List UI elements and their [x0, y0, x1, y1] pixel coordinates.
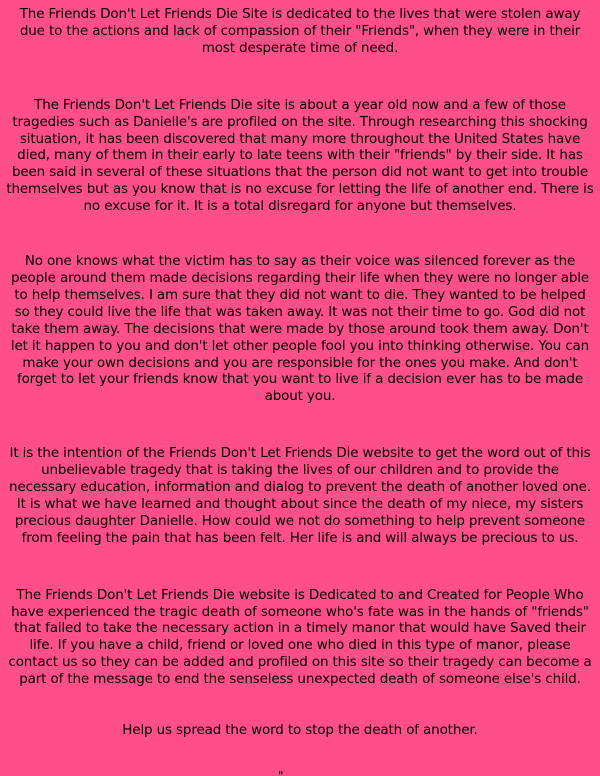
paragraph-intention: It is the intention of the Friends Don't Let Friends Die website to get the word out of this unbelievable tragedy that is taking the lives of our children and to provide the necessary education, information and dialog to prevent the death of another loved one. It is what we have learned and thought about since the death of my niece, my sisters precious daughter Danielle. How could we not do something to help prevent someone from feeling the pain that has been felt. Her life is and will always be precious to us.: [9, 445, 591, 546]
paragraph-dedication: The Friends Don't Let Friends Die Site is dedicated to the lives that were stolen away due to the actions and lack of compassion of their "Friends", when they were in their most desperate time of need.: [19, 6, 581, 56]
paragraph-site-history: The Friends Don't Let Friends Die site is about a year old now and a few of those tragedies such as Danielle's are profiled on the site. Through researching this shocking situation, it has been discovered that many more throughout the United States have died, many of them in their early to late teens with their "friends" by their side. It has been said in several of these situations that the person did not want to get into trouble themselves but as you know that is no excuse for letting the life of another end. There is no excuse for it. It is a total disregard for anyone but themselves.: [6, 96, 594, 215]
cutoff-quote-mark: ": [278, 769, 284, 776]
paragraph-victim-voice: No one knows what the victim has to say as their voice was silenced forever as the people around them made decisions regarding their life when they were no longer able to help themselves. I am sure that they did not want to die. They wanted to be helped so they could live the life that was taken away. It was not their time to go. God did not take them away. The decisions that were made by those around took them away. Don't let it happen to you and don't let other people fool you into thinking otherwise. You can make your own decisions and you are responsible for the ones you make. And don't forget to let your friends know that you want to live if a decision ever has to be made about you.: [10, 253, 590, 405]
paragraph-dedicated-to: The Friends Don't Let Friends Die website is Dedicated to and Created for People Who have experienced the tragic death of someone who's fate was in the hands of "friends" that failed to take the necessary action in a timely manor that would have Saved their life. If you have a child, friend or loved one who died in this type of manor, please contact us so they can be added and profiled on this site so their tragedy can become a part of the message to end the senseless unexpected death of someone else's child.: [8, 586, 592, 688]
paragraph-call-to-action: Help us spread the word to stop the death of another.: [122, 722, 478, 739]
